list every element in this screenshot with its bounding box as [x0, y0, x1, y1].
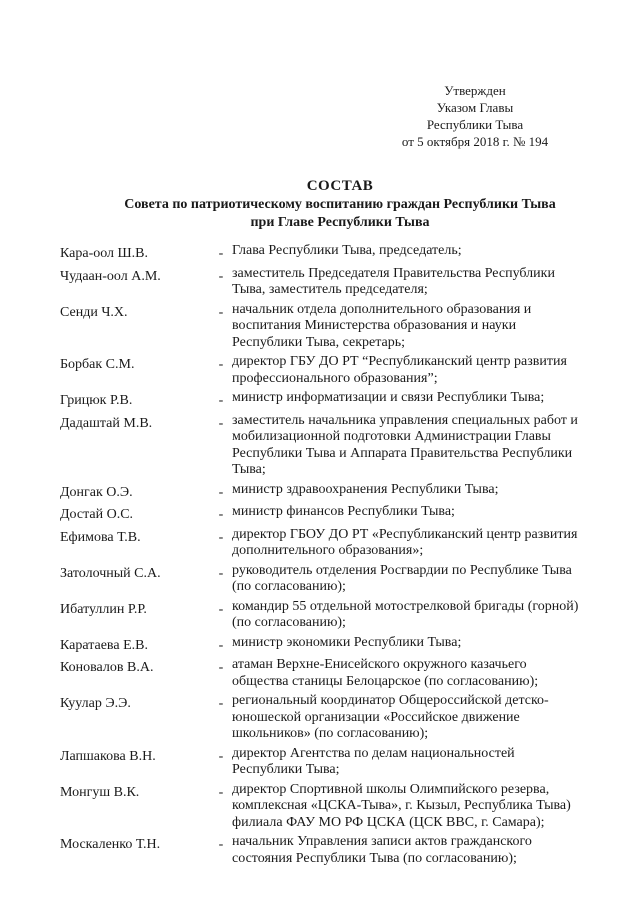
document-subtitle: при Главе Республики Тыва [250, 215, 430, 230]
member-row [60, 482, 620, 502]
member-position-line: (по согласованию); [232, 615, 346, 630]
member-name: Коновалов В.А. [60, 660, 154, 675]
member-position-line: начальник Управления записи актов гражданского [232, 834, 532, 849]
member-position-line: региональный координатор Общероссийской детско- [232, 693, 549, 708]
member-position-line: Республики Тыва, секретарь; [232, 334, 406, 350]
member-position [232, 635, 620, 655]
member-position-line: Тыва; [232, 462, 266, 477]
member-position-line: Глава Республики Тыва, председатель; [232, 243, 462, 258]
member-name: Кара-оол Ш.В. [60, 246, 149, 261]
member-dash: - [218, 660, 224, 675]
member-dash: - [218, 837, 224, 852]
member-position [232, 243, 620, 263]
member-position [232, 746, 620, 779]
member-row [60, 834, 620, 867]
member-name: Грицюк Р.В. [60, 393, 133, 408]
member-dash: - [218, 484, 224, 500]
member-position [232, 413, 620, 479]
member-name: Чудаан-оол А.М. [60, 268, 161, 284]
approval-line: Республики Тыва [426, 117, 524, 132]
member-dash: - [218, 246, 224, 261]
document-subtitle: Совета по патриотическому воспитанию граждан Республики Тыва [124, 197, 556, 212]
member-position [232, 693, 620, 743]
member-position-line: мобилизационной подготовки Администрации Главы [232, 429, 551, 444]
member-row [60, 693, 620, 743]
member-name: Ибатуллин Р.Р. [60, 601, 147, 617]
document-heading [60, 176, 620, 232]
member-name: Затолочный С.А. [60, 565, 161, 581]
approval-line: от 5 октября 2018 г. № 194 [401, 134, 549, 149]
member-position-line: комплексная «ЦСКА-Тыва», г. Кызыл, Республика Тыва) [232, 798, 571, 813]
member-name: Москаленко Т.Н. [60, 837, 161, 852]
member-position-line: филиала ФАУ МО РФ ЦСКА (ЦСК ВВС, г. Самара); [232, 814, 545, 830]
member-position [232, 782, 620, 832]
member-dash: - [218, 565, 224, 581]
member-position-line: заместитель начальника управления специальных работ и [232, 412, 578, 428]
member-position-line: школьников» (по согласованию); [232, 726, 429, 741]
member-name: Лапшакова В.Н. [60, 748, 156, 764]
member-row [60, 563, 620, 596]
member-name: Каратаева Е.В. [60, 637, 148, 653]
member-dash: - [218, 601, 224, 617]
member-position [232, 504, 620, 524]
member-row [60, 782, 620, 832]
member-dash: - [218, 748, 224, 764]
member-row [60, 390, 620, 410]
member-position-line: юношеской организации «Российское движение [232, 709, 520, 725]
member-position-line: командир 55 отдельной мотострелковой бригады (горной) [232, 598, 579, 614]
member-position-line: Республики Тыва; [232, 762, 340, 777]
approval-line: Указом Главы [436, 100, 514, 115]
member-dash: - [218, 784, 224, 800]
member-position [232, 527, 620, 560]
member-dash: - [218, 268, 224, 284]
member-position-line: профессионального образования”; [232, 370, 438, 386]
member-row [60, 302, 620, 352]
member-name: Куулар Э.Э. [60, 696, 131, 711]
member-dash: - [218, 529, 224, 545]
member-position [232, 354, 620, 387]
member-dash: - [218, 304, 224, 320]
member-position-line: воспитания Министерства образования и науки [232, 318, 517, 333]
approval-stamp [380, 82, 570, 150]
members-list [60, 243, 620, 870]
member-row [60, 657, 620, 690]
member-position-line: министр здравоохранения Республики Тыва; [232, 481, 499, 497]
member-name: Сенди Ч.Х. [60, 304, 128, 320]
member-position-line: директор ГБОУ ДО РТ «Республиканский центр развития [232, 526, 578, 542]
member-position [232, 266, 620, 299]
member-row [60, 599, 620, 632]
member-row [60, 243, 620, 263]
member-position-line: руководитель отделения Росгвардии по Республике Тыва [232, 562, 572, 578]
member-dash: - [218, 393, 224, 408]
member-position-line: директор Спортивной школы Олимпийского резерва, [232, 781, 550, 797]
member-dash: - [218, 696, 224, 711]
member-position [232, 390, 620, 410]
member-position-line: начальник отдела дополнительного образования и [232, 301, 532, 317]
member-row [60, 746, 620, 779]
member-position [232, 599, 620, 632]
member-position-line: директор ГБУ ДО РТ “Республиканский центр развития [232, 354, 567, 369]
member-position [232, 563, 620, 596]
member-name: Монгуш В.К. [60, 784, 140, 800]
member-dash: - [218, 357, 224, 372]
member-row [60, 635, 620, 655]
member-name: Ефимова Т.В. [60, 529, 141, 545]
member-name: Борбак С.М. [60, 357, 135, 372]
member-name: Донгак О.Э. [60, 484, 133, 500]
member-position-line: (по согласованию); [232, 579, 346, 594]
member-row [60, 266, 620, 299]
member-row [60, 527, 620, 560]
member-position-line: общества станицы Белоцарское (по согласованию); [232, 673, 539, 689]
member-position-line: министр финансов Республики Тыва; [232, 504, 455, 519]
member-position [232, 657, 620, 690]
member-name: Достай О.С. [60, 507, 134, 522]
member-position-line: министр экономики Республики Тыва; [232, 634, 462, 650]
member-dash: - [218, 507, 224, 522]
approval-line: Утвержден [444, 83, 506, 98]
document-title: СОСТАВ [306, 178, 374, 194]
member-position-line: заместитель Председателя Правительства Республики [232, 265, 555, 281]
member-dash: - [218, 637, 224, 653]
member-position-line: Тыва, заместитель председателя; [232, 282, 428, 297]
member-position-line: дополнительного образования»; [232, 543, 424, 558]
member-position-line: директор Агентства по делам национальностей [232, 745, 515, 761]
member-name: Дадаштай М.В. [60, 415, 153, 431]
member-position [232, 302, 620, 352]
member-position-line: министр информатизации и связи Республики Тыва; [232, 390, 545, 405]
member-position [232, 834, 620, 867]
member-dash: - [218, 415, 224, 431]
member-position [232, 482, 620, 502]
member-row [60, 504, 620, 524]
member-position-line: состояния Республики Тыва (по согласованию); [232, 850, 517, 866]
member-position-line: Республики Тыва и Аппарата Правительства Республики [232, 445, 573, 461]
member-row [60, 413, 620, 479]
member-position-line: атаман Верхне-Енисейского окружного казачьего [232, 657, 527, 672]
member-row [60, 354, 620, 387]
